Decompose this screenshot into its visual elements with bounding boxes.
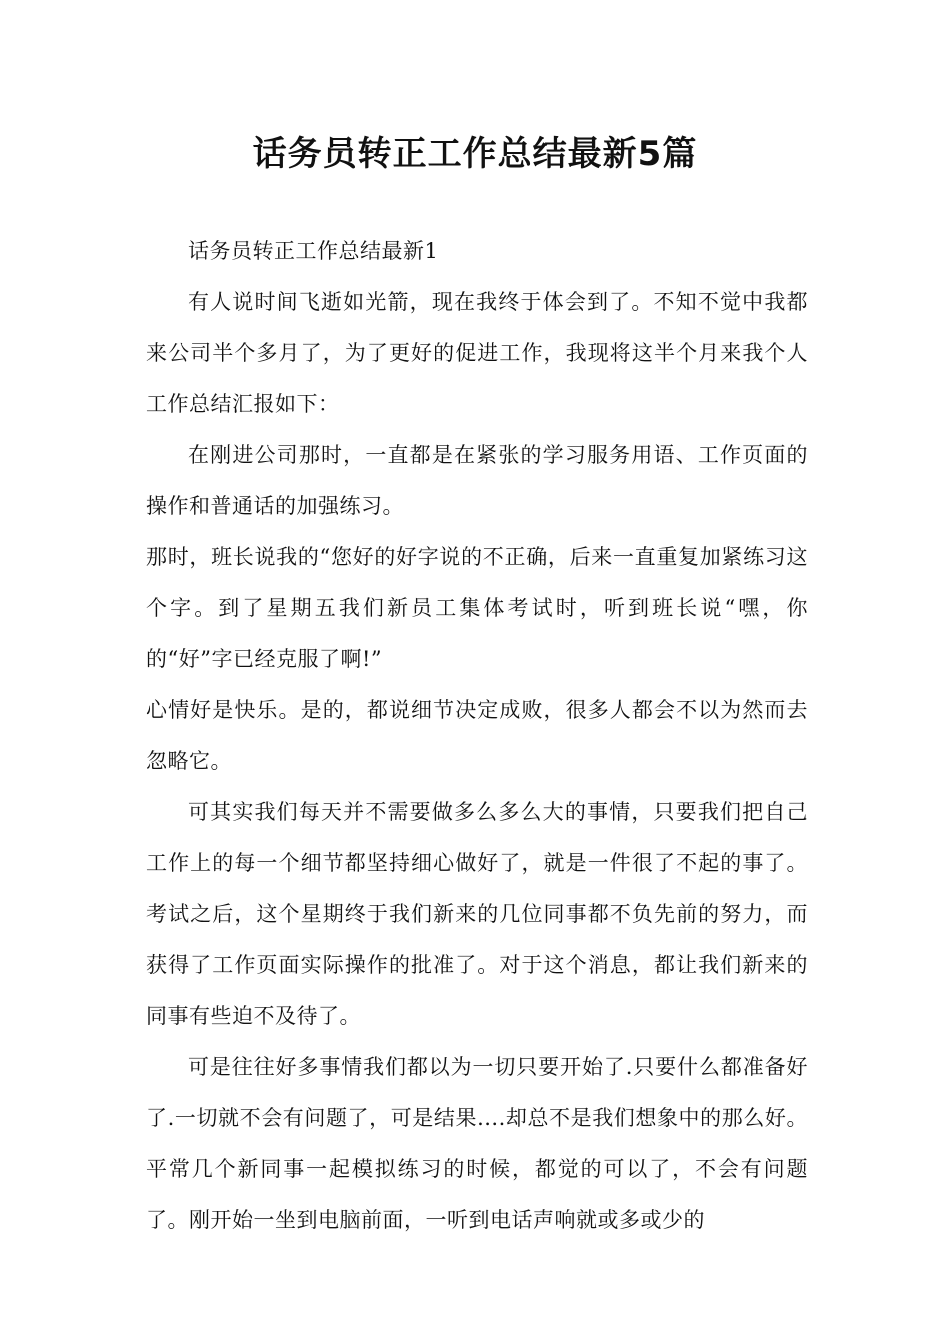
paragraph: 可其实我们每天并不需要做多么多么大的事情，只要我们把自己工作上的每一个细节都坚持细心做好了，就是一件很了不起的事了。考试之后，这个星期终于我们新来的几位同事都不负先前的努力，而获得了工作页面实际操作的批准了。对于这个消息，都让我们新来的同事有些迫不及待了。 (146, 800, 808, 1028)
paragraph: 有人说时间飞逝如光箭，现在我终于体会到了。不知不觉中我都来公司半个多月了，为了更好的促进工作，我现将这半个月来我个人工作总结汇报如下： (146, 290, 808, 416)
section-heading: 话务员转正工作总结最新1 (188, 239, 439, 263)
paragraph: 心情好是快乐。是的，都说细节决定成败，很多人都会不以为然而去忽略它。 (146, 698, 808, 773)
paragraph: 在刚进公司那时，一直都是在紧张的学习服务用语、工作页面的操作和普通话的加强练习。 (146, 443, 808, 518)
paragraph: 那时，班长说我的“您好的好字说的不正确，后来一直重复加紧练习这个字。到了星期五我们新员工集体考试时，听到班长说“嘿，你的“好”字已经克服了啊!” (146, 545, 808, 671)
document-title: 话务员转正工作总结最新5篇 (252, 134, 698, 174)
document-body (146, 226, 808, 1246)
paragraph: 可是往往好多事情我们都以为一切只要开始了.只要什么都准备好了.一切就不会有问题了，可是结果....却总不是我们想象中的那么好。平常几个新同事一起模拟练习的时候，都觉的可以了，不会有问题了。刚开始一坐到电脑前面，一听到电话声响就或多或少的 (146, 1055, 808, 1232)
